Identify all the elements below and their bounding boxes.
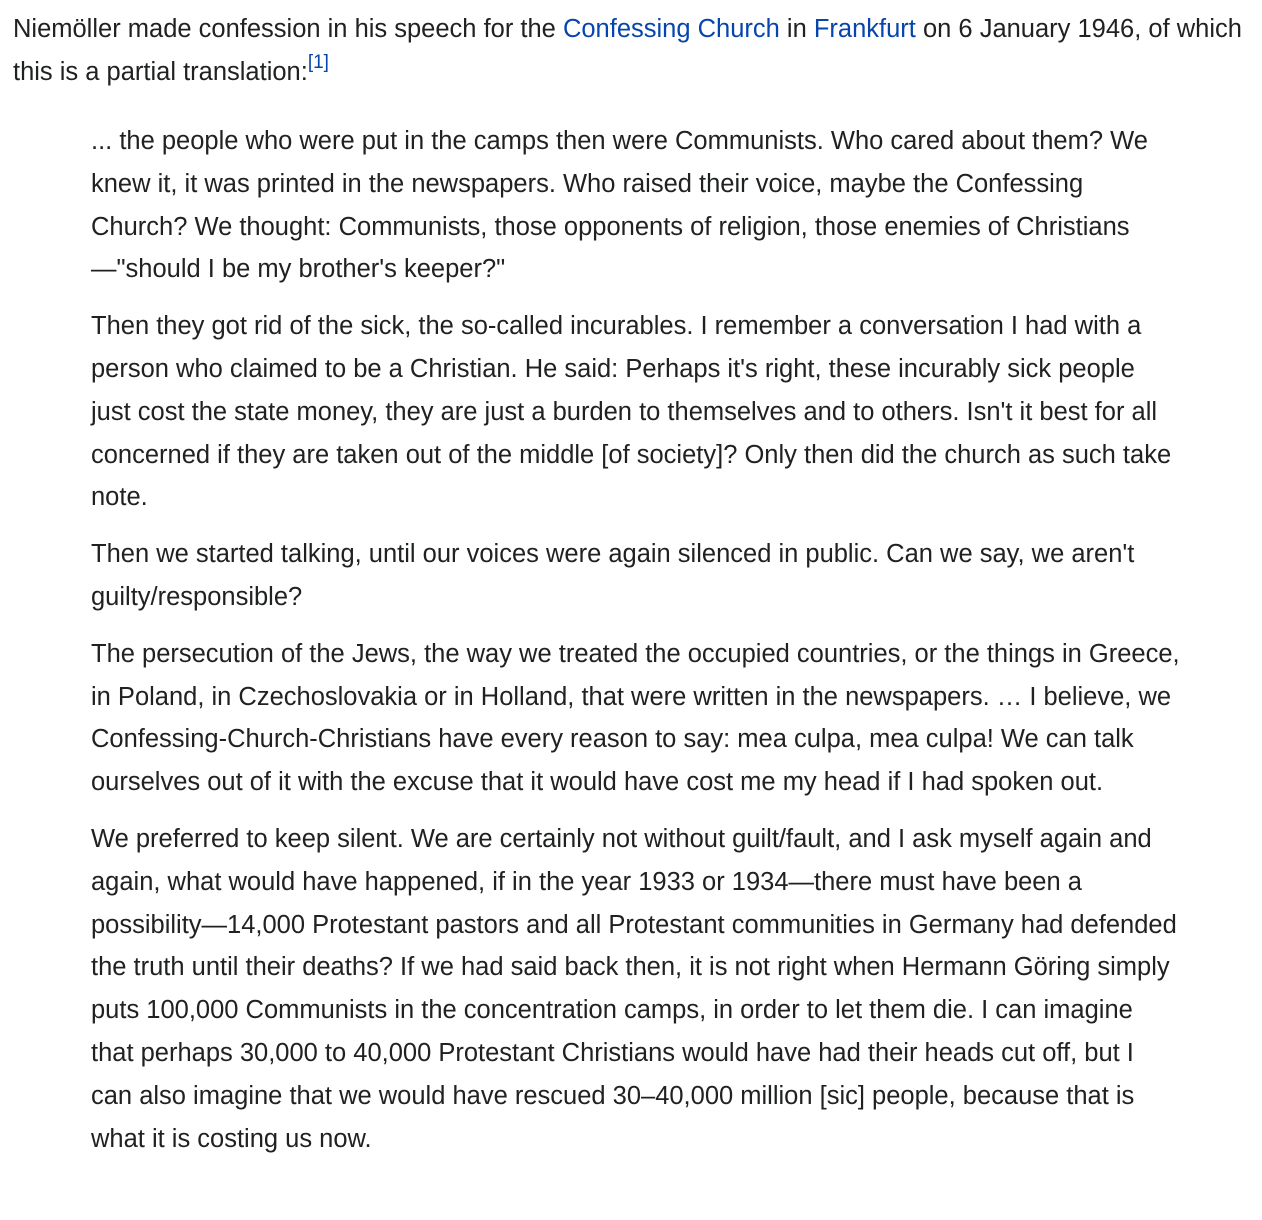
quote-paragraph-3: Then we started talking, until our voices were again silenced in public. Can we say, we aren't guilty/responsible? xyxy=(91,540,1135,611)
quote-block xyxy=(13,120,1250,1160)
quote-paragraph-1: ... the people who were put in the camps then were Communists. Who cared about them? We knew it, it was printed in the newspapers. Who raised their voice, maybe the Confessing Church? We thought: Communists, those opponents of religion, those enemies of Christians—"should I be my brother's keeper?" xyxy=(91,127,1148,284)
quote-paragraph-2: Then they got rid of the sick, the so-called incurables. I remember a conversation I had with a person who claimed to be a Christian. He said: Perhaps it's right, these incurably sick people just cost the state money, they are just a burden to themselves and to others. Isn't it best for all concerned if they are taken out of the middle [of society]? Only then did the church as such take note. xyxy=(91,312,1172,512)
reference-link-1[interactable]: [1] xyxy=(307,52,329,73)
quote-paragraph-5: We preferred to keep silent. We are certainly not without guilt/fault, and I ask myself again and again, what would have happened, if in the year 1933 or 1934—there must have been a possibility—14,000 Protestant pastors and all Protestant communities in Germany had defended the truth until their deaths? If we had said back then, it is not right when Hermann Göring simply puts 100,000 Communists in the concentration camps, in order to let them die. I can imagine that perhaps 30,000 to 40,000 Protestant Christians would have had their heads cut off, but I can also imagine that we would have rescued 30–40,000 million [sic] people, because that is what it is costing us now. xyxy=(91,824,1177,1153)
intro-text-end: on 6 January 1946, of which this is a partial translation: xyxy=(13,15,1242,86)
quote-paragraph-4: The persecution of the Jews, the way we treated the occupied countries, or the things in Greece, in Poland, in Czechoslovakia or in Holland, that were written in the newspapers. … I believe, we Confessing-Church-Christians have every reason to say: mea culpa, mea culpa! We can talk ourselves out of it with the excuse that it would have cost me my head if I had spoken out. xyxy=(91,639,1180,797)
intro-paragraph xyxy=(13,8,1250,94)
intro-text-middle: in xyxy=(779,15,814,43)
confessing-church-link[interactable]: Confessing Church xyxy=(562,15,780,43)
frankfurt-link[interactable]: Frankfurt xyxy=(813,15,916,43)
reference-superscript xyxy=(308,52,329,73)
intro-text-start: Niemöller made confession in his speech for the xyxy=(13,15,563,43)
